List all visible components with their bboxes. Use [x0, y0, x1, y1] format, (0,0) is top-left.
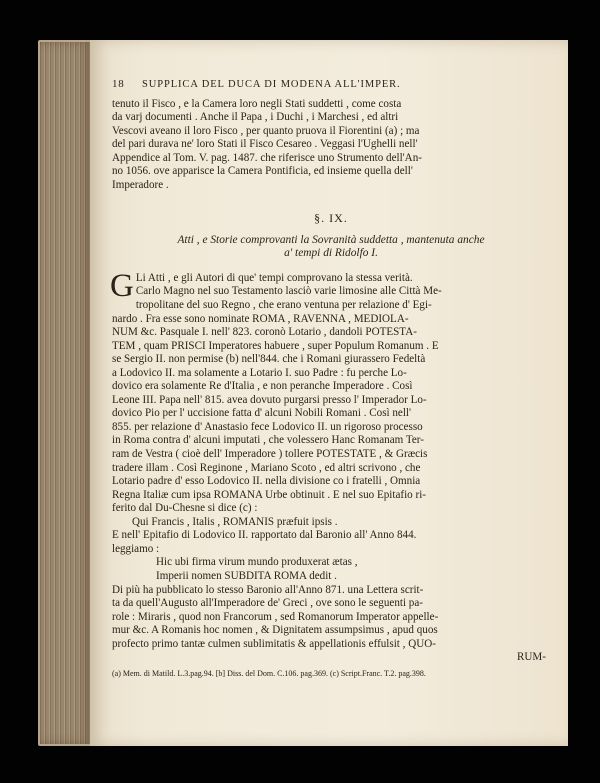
text-line: tradere illam . Così Reginone , Mariano Scoto , ed altri scrivono , che: [112, 461, 421, 474]
text-line: Li Atti , e gli Autori di que' tempi comprovano la stessa verità.: [135, 271, 413, 284]
text-line: ferito dal Du-Chesne si dice (c) :: [112, 502, 258, 515]
text-line: Imperadore .: [112, 178, 169, 191]
text-line: NUM &c. Pasquale I. nell' 823. coronò Lotario , dandoli POTESTA-: [112, 326, 417, 339]
text-line: nardo . Fra esse sono nominate ROMA , RAVENNA , MEDIOLA-: [112, 312, 409, 325]
drop-capital: G: [110, 267, 134, 304]
running-title: SUPPLICA DEL DUCA DI MODENA ALL'IMPER.: [142, 79, 401, 90]
text-line: del pari durava ne' loro Stati il Fisco Cesareo . Veggasi l'Ughelli nell': [112, 138, 418, 151]
text-line: Lotario padre d' esso Lodovico II. nella divisione co i fratelli , Omnia: [112, 475, 421, 488]
section-number: §. IX.: [314, 211, 348, 226]
text-line: in Roma contra d' alcuni imputati , che volessero Hanc Romanam Ter-: [112, 434, 424, 447]
text-line: Carlo Magno nel suo Testamento lasciò varie limosine alle Città Me-: [135, 285, 442, 298]
body-paragraph: [110, 267, 550, 665]
text-line: se Sergio II. non permise (b) nell'844. che i Romani giurassero Fedeltà: [112, 353, 426, 366]
section-heading-line: a' tempi di Ridolfo I.: [284, 246, 378, 259]
section-heading-line: Atti , e Storie comprovanti la Sovranità suddetta , mantenuta anche: [177, 233, 485, 246]
text-line: profecto primo tantæ culmen sublimitatis & appellationis effulsit , QUO-: [112, 637, 436, 650]
text-line: mur &c. A Romanis hoc nomen , & Dignitatem assumpsimus , apud quos: [112, 624, 438, 637]
text-line: tenuto il Fisco , e la Camera loro negli Stati suddetti , come costa: [112, 97, 402, 110]
text-line: Regna Italiæ cum ipsa ROMANA Urbe obtinuit . E nel suo Epitafio ri-: [112, 488, 426, 501]
text-line: TEM , quam PRISCI Imperatores habuere , super Populum Romanum . E: [112, 339, 439, 352]
page-text: [112, 78, 550, 679]
page-edges: [40, 42, 92, 744]
top-paragraph: [112, 98, 550, 193]
verse-line: Imperii nomen SUBDITA ROMA dedit .: [156, 569, 337, 582]
verse-line: Qui Francis , Italis , ROMANIS præfuit ipsis .: [132, 515, 338, 528]
text-line: Di più ha pubblicato lo stesso Baronio all'Anno 871. una Lettera scrit-: [112, 583, 424, 596]
running-head: [112, 78, 550, 92]
text-line: Vescovi aveano il loro Fisco , per quanto pruova il Fiorentini (a) ; ma: [112, 124, 420, 137]
text-line: role : Miraris , quod non Francorum , sed Romanorum Imperator appelle-: [112, 610, 439, 623]
text-line: Appendice al Tom. V. pag. 1487. che riferisce uno Strumento dell'An-: [112, 151, 422, 164]
text-line: leggiamo :: [112, 542, 160, 555]
verse-line: Hic ubi firma virum mundo produxerat ætas ,: [156, 556, 358, 569]
text-line: da varj documenti . Anche il Papa , i Duchi , i Marchesi , ed altri: [112, 111, 399, 124]
text-line: ram de Vestra ( cioè dell' Imperadore ) tollere POTESTATE , & Græcis: [112, 448, 428, 461]
catchword: RUM-: [517, 651, 546, 664]
text-line: a Lodovico II. ma solamente a Lotario I. suo Padre : fu perche Lo-: [112, 366, 407, 379]
section-heading: [112, 234, 550, 260]
text-line: 855. per relazione d' Anastasio fece Lodovico II. un rigoroso processo: [112, 420, 423, 433]
text-line: dovico Pio per l' uccisione fatta d' alcuni Nobili Romani . Così nell': [112, 407, 412, 420]
text-line: ta da quell'Augusto all'Imperadore de' Greci , ove sono le seguenti pa-: [112, 597, 423, 610]
text-line: no 1056. ove apparisce la Camera Pontificia, ed insieme quella dell': [112, 165, 413, 178]
text-line: E nell' Epitafio di Lodovico II. rapportato dal Baronio all' Anno 844.: [112, 529, 417, 542]
text-line: Leone III. Papa nell' 815. avea dovuto purgarsi presso l' Imperador Lo-: [112, 393, 427, 406]
text-line: dovico era solamente Re d'Italia , e non peranche Imperadore . Così: [112, 380, 413, 393]
text-line: tropolitane del suo Regno , che erano ventuna per relazione d' Egi-: [135, 299, 432, 312]
footnotes: (a) Mem. di Matild. L.3.pag.94. [b] Diss. del Dom. C.106. pag.369. (c) Script.Franc. T.2. pag.398.: [112, 668, 426, 678]
page-number: 18: [112, 78, 125, 90]
